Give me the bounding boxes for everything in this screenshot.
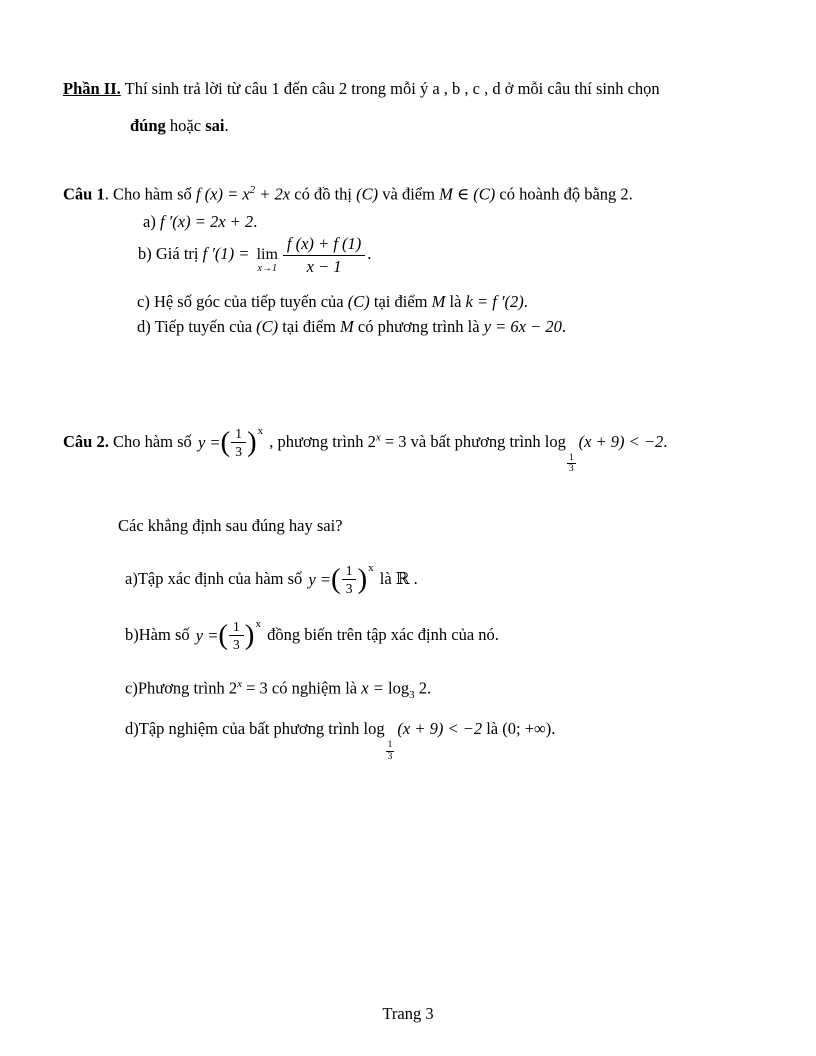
part2-intro-text: Thí sinh trả lời từ câu 1 đến câu 2 trong mỗi ý a , b , c , d ở mỗi câu thí sinh chọn: [124, 79, 660, 98]
paren-open: (: [218, 619, 229, 652]
q1-a-period: .: [253, 211, 258, 231]
lim-subscript: x→1: [257, 263, 277, 275]
math-2-base: 2: [367, 431, 376, 451]
math-curve-c: (C): [256, 317, 279, 337]
math-slope-k: k = f ′(2): [465, 291, 524, 311]
math-tangent-line: y = 6x − 20: [483, 317, 562, 337]
math-log-value: 2: [414, 678, 427, 698]
paren-open: (: [331, 563, 341, 596]
fraction-numerator: f (x) + f (1): [283, 234, 365, 256]
q2-heading: [63, 426, 758, 476]
math-log-inequality: [363, 718, 483, 762]
page-number: Trang 3: [382, 1004, 434, 1023]
q2-c-text-1: c)Phương trình: [125, 678, 229, 698]
q1-intro-text-2: có đồ thị: [290, 184, 357, 204]
log-sub-numerator: 1: [387, 739, 393, 750]
fraction-denominator: 3: [235, 444, 242, 460]
q1-c-text-1: c) Hệ số góc của tiếp tuyến của: [137, 291, 348, 311]
q2-intro-text-3: và bất phương trình: [406, 431, 545, 451]
q2-c-period: .: [426, 678, 432, 698]
q2-a-text-1: a)Tập xác định của hàm số: [125, 568, 307, 588]
math-point-m: M: [340, 317, 354, 337]
page-footer: [0, 1003, 816, 1024]
math-one-third-power-x: [308, 563, 373, 597]
q1-d-text-3: có phương trình là: [353, 317, 484, 337]
math-limit-operator: [257, 247, 278, 274]
q2-item-c: [125, 677, 758, 702]
q2-question-text: Các khẳng định sau đúng hay sai?: [118, 516, 343, 536]
math-plus-2x: + 2x: [255, 184, 291, 204]
log-sub-numerator: 1: [568, 452, 574, 463]
part2-label: Phần II.: [63, 79, 121, 98]
log-argument: (x + 9) < −2: [578, 431, 664, 451]
math-y-equals: y =: [197, 433, 221, 453]
math-curve-c: (C): [347, 291, 370, 311]
math-exponent-x: x: [368, 561, 374, 574]
q1-intro-text-3: và điểm: [378, 184, 440, 204]
log-argument: (x + 9) < −2: [397, 718, 483, 738]
q2-b-text-2: đồng biến trên tập xác định của nó.: [262, 624, 499, 644]
q1-item-b: [138, 234, 758, 277]
fraction-denominator: 3: [345, 581, 353, 597]
part2-heading: [63, 78, 758, 99]
q1-b-period: .: [367, 244, 372, 264]
math-log-inequality: [544, 431, 664, 475]
emphasis-sai: sai: [205, 116, 225, 136]
part2-period: .: [224, 116, 229, 136]
q1-c-period: .: [523, 291, 528, 311]
fraction-numerator: 1: [231, 426, 246, 444]
math-y-equals: y =: [195, 626, 219, 646]
math-one-third-power-x: [196, 619, 261, 653]
q2-item-b: [125, 619, 758, 653]
q1-item-c: [137, 291, 758, 312]
q1-intro-text-4: có hoành độ bằng 2.: [495, 184, 633, 204]
q1-c-text-2: tại điểm: [369, 291, 432, 311]
math-point-m: M: [431, 291, 446, 311]
math-interval: (0; +∞): [502, 718, 552, 738]
q2-question: [118, 515, 758, 536]
paren-close: ): [246, 426, 257, 459]
math-derivative-formula: f ′(x) = 2x + 2: [159, 211, 254, 231]
math-y-equals: y =: [308, 570, 332, 590]
q2-c-text-2: có nghiệm là: [267, 678, 362, 698]
math-fraction-one-third: [231, 426, 246, 460]
fraction-denominator: 3: [233, 637, 240, 653]
q1-item-d: [137, 316, 758, 337]
math-fx-equals: f (x) = x: [195, 184, 250, 204]
fraction-numerator: 1: [342, 563, 357, 581]
math-f-prime-1: f ′(1) =: [202, 244, 254, 264]
math-one-third-power-x: [198, 426, 263, 460]
log-function: log: [363, 718, 385, 738]
math-m-in-c: M ∈ (C): [439, 184, 496, 204]
math-fraction: [283, 234, 365, 277]
part2-heading-line2: [130, 115, 758, 136]
q1-d-period: .: [561, 317, 567, 337]
q2-b-text-1: b)Hàm số: [125, 624, 194, 644]
paren-open: (: [220, 426, 231, 459]
log-subscript-fraction: [567, 453, 576, 476]
q2-item-d: [125, 718, 758, 763]
log-sub-denominator: 3: [387, 751, 393, 762]
q1-b-text: b) Giá trị: [138, 244, 203, 264]
emphasis-dung: đúng: [130, 116, 166, 136]
q1-intro-text-1: . Cho hàm số: [104, 184, 196, 204]
math-exponent-x: x: [237, 677, 242, 690]
math-real-numbers-symbol: ℝ: [395, 568, 410, 588]
part2-conjunction: hoặc: [165, 116, 206, 136]
q2-intro-text-1: Cho hàm số: [108, 431, 196, 451]
q1-d-text-1: d) Tiếp tuyến của: [137, 317, 257, 337]
math-curve-c: (C): [356, 184, 379, 204]
q1-d-text-2: tại điểm: [278, 317, 341, 337]
q2-d-text-2: là: [482, 718, 503, 738]
math-fraction-one-third: [229, 619, 244, 653]
fraction-denominator: x − 1: [306, 257, 342, 277]
q2-intro-text-2: , phương trình: [265, 431, 368, 451]
fraction-numerator: 1: [229, 619, 244, 637]
math-exponent-2: 2: [249, 183, 256, 196]
log-function: log: [544, 431, 566, 451]
q2-intro-period: .: [663, 431, 668, 451]
paren-close: ): [357, 563, 368, 596]
math-exponent-x: x: [255, 617, 261, 630]
math-equals-3: = 3: [380, 431, 407, 451]
math-2-base: 2: [228, 678, 238, 698]
log-subscript-fraction: [386, 740, 395, 763]
q2-label: Câu 2.: [63, 431, 109, 451]
q2-d-text-1: d)Tập nghiệm của bất phương trình: [125, 718, 364, 738]
math-equals-3: = 3: [241, 678, 268, 698]
paren-close: ): [244, 619, 255, 652]
math-exponent-x: x: [257, 424, 264, 437]
q1-c-text-3: là: [445, 291, 466, 311]
q1-heading: [63, 183, 758, 205]
q2-a-text-2: là: [375, 568, 396, 588]
q2-d-period: .: [551, 718, 556, 738]
math-x-equals: x =: [361, 678, 388, 698]
q1-label: Câu 1: [63, 184, 105, 204]
math-exponent-x: x: [375, 431, 381, 444]
lim-word: lim: [256, 246, 278, 264]
q1-a-label: a): [143, 211, 160, 231]
q2-a-period: .: [409, 568, 418, 588]
math-fraction-one-third: [342, 563, 357, 597]
log-sub-denominator: 3: [568, 464, 574, 475]
q1-item-a: [143, 211, 758, 232]
log-function: log: [387, 678, 410, 698]
q2-item-a: [125, 563, 758, 597]
log-base-3: 3: [409, 688, 415, 701]
